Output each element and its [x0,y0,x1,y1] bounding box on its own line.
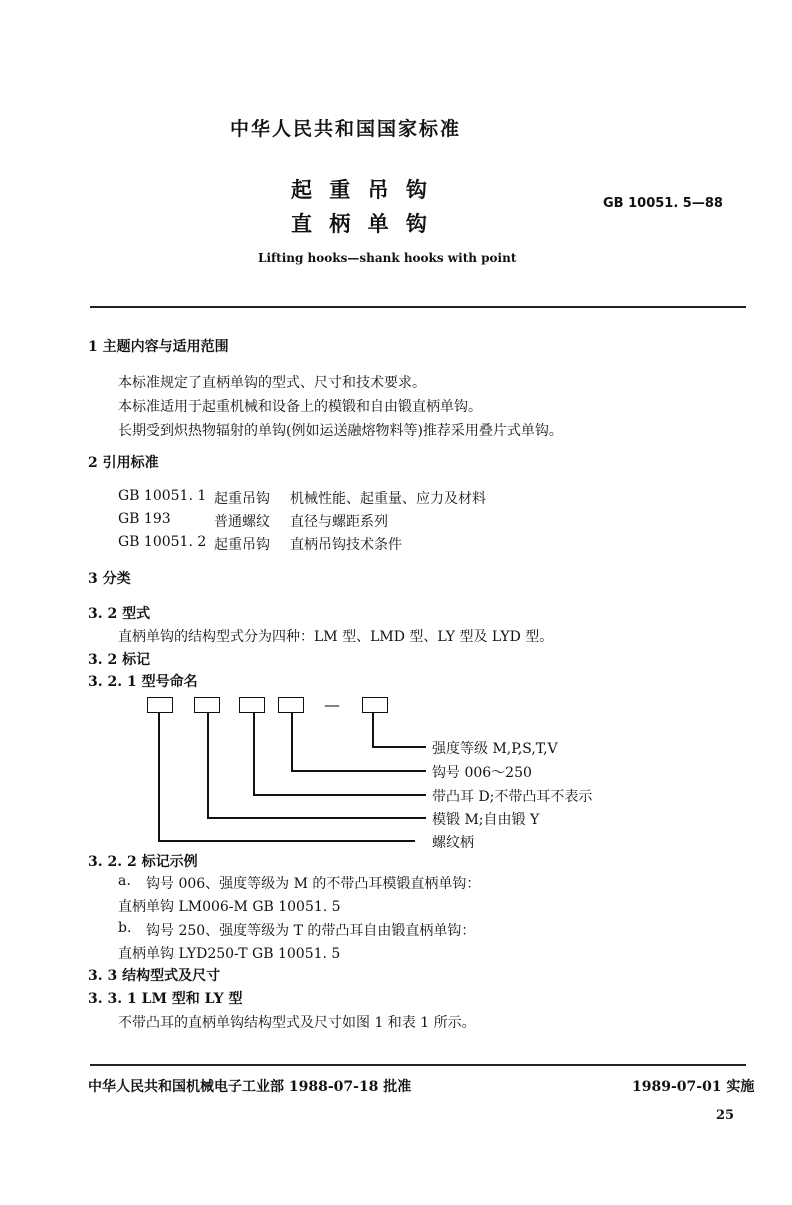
english-title: Lifting hooks—shank hooks with point [258,251,517,265]
section-3-3-1-text: 不带凸耳的直柄单钩结构型式及尺寸如图 1 和表 1 所示。 [118,1015,476,1031]
label-thread-shank: 螺纹柄 [432,835,474,851]
leader-line [291,770,426,772]
effective-date: 1989-07-01 实施 [632,1079,755,1095]
issuing-authority: 中华人民共和国国家标准 [230,118,462,140]
leader-line [253,794,426,796]
dash-separator: — [324,695,340,714]
leader-line [158,840,415,842]
ref-name: 起重吊钩 [214,537,270,553]
ref-name: 起重吊钩 [214,491,270,507]
ref-desc: 直径与螺距系列 [290,514,388,530]
code-box-thread [147,697,173,713]
footer-rule [90,1064,746,1066]
example-a-label: a. [118,873,131,889]
ref-code: GB 10051. 2 [118,534,207,550]
header-rule [90,306,746,308]
example-a-marking: 直柄单钩 LM006-M GB 10051. 5 [118,899,341,915]
leader-line [372,713,374,746]
section-1-paragraph: 长期受到炽热物辐射的单钩(例如运送融熔物料等)推荐采用叠片式单钩。 [118,423,563,439]
section-3-2-2-heading: 3. 2. 2 标记示例 [88,854,198,870]
example-b-label: b. [118,920,132,936]
label-strength-grade: 强度等级 M,P,S,T,V [432,741,558,757]
leader-line [207,817,426,819]
leader-line [158,713,160,840]
approval-note: 中华人民共和国机械电子工业部 1988-07-18 批准 [88,1079,412,1095]
label-forging: 模锻 M;自由锻 Y [432,812,540,828]
section-1-heading: 1 主题内容与适用范围 [88,339,229,355]
example-a-text: 钩号 006、强度等级为 M 的不带凸耳模锻直柄单钩： [146,876,481,892]
code-box-hook-number [278,697,304,713]
page-number: 25 [716,1108,735,1123]
section-2-heading: 2 引用标准 [88,455,159,471]
section-3-1-heading: 3. 2 型式 [88,606,151,622]
title-line-2: 直 柄 单 钩 [291,211,427,236]
section-3-1-text: 直柄单钩的结构型式分为四种：LM 型、LMD 型、LY 型及 LYD 型。 [118,629,554,645]
label-lug: 带凸耳 D;不带凸耳不表示 [432,789,593,805]
section-3-3-heading: 3. 3 结构型式及尺寸 [88,968,221,984]
ref-name: 普通螺纹 [214,514,270,530]
code-box-strength [362,697,388,713]
section-3-3-1-heading: 3. 3. 1 LM 型和 LY 型 [88,991,243,1007]
section-1-paragraph: 本标准规定了直柄单钩的型式、尺寸和技术要求。 [118,375,426,391]
section-1-paragraph: 本标准适用于起重机械和设备上的模锻和自由锻直柄单钩。 [118,399,482,415]
code-box-lug [239,697,265,713]
label-hook-number: 钩号 006～250 [432,765,532,781]
example-b-text: 钩号 250、强度等级为 T 的带凸耳自由锻直柄单钩： [146,923,476,939]
ref-code: GB 193 [118,511,171,527]
example-b-marking: 直柄单钩 LYD250-T GB 10051. 5 [118,946,341,962]
ref-code: GB 10051. 1 [118,488,207,504]
ref-desc: 直柄吊钩技术条件 [290,537,402,553]
leader-line [372,746,426,748]
standard-number: GB 10051. 5—88 [603,196,723,211]
section-3-2-heading: 3. 2 标记 [88,652,151,668]
section-3-2-1-heading: 3. 2. 1 型号命名 [88,674,198,690]
leader-line [207,713,209,817]
ref-desc: 机械性能、起重量、应力及材料 [290,491,486,507]
title-line-1: 起 重 吊 钩 [291,177,427,202]
section-3-heading: 3 分类 [88,571,131,587]
code-box-forging [194,697,220,713]
leader-line [253,713,255,794]
leader-line [291,713,293,770]
